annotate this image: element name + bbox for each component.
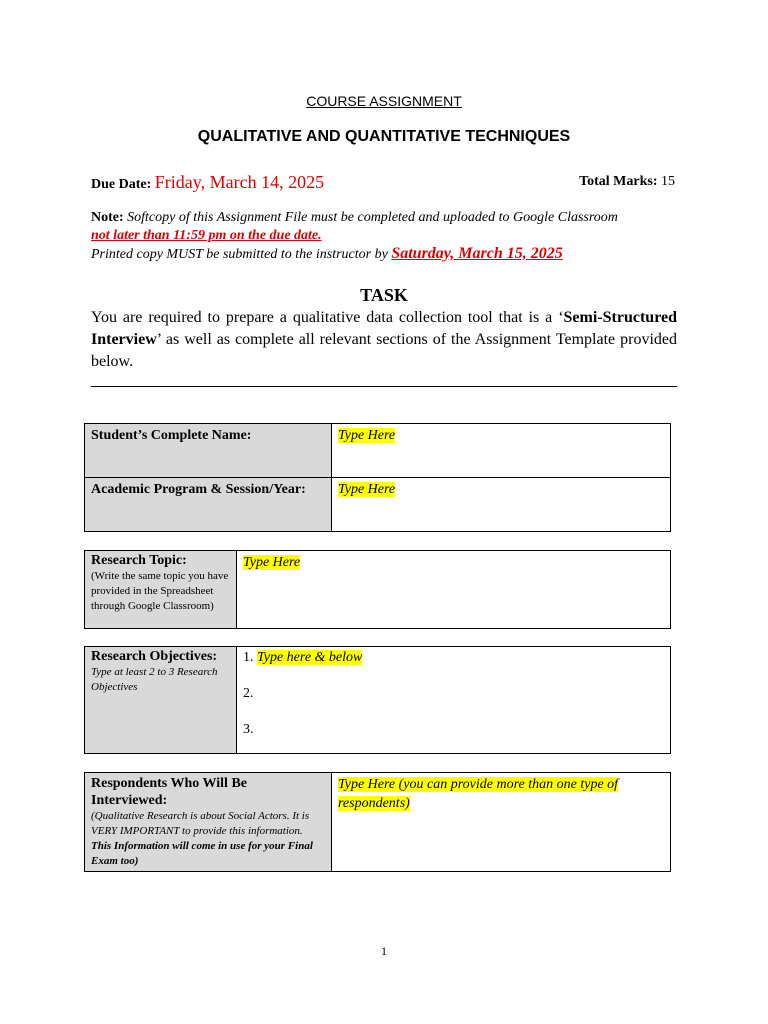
note-line2: Printed copy MUST be submitted to the instructor by [91,247,388,262]
academic-program-placeholder: Type Here [338,482,396,497]
respondents-label: Respondents Who Will Be Interviewed: [91,776,247,808]
task-text-before: You are required to prepare a qualitative data collection tool that is a ‘ [91,309,564,326]
assignment-title: QUALITATIVE AND QUANTITATIVE TECHNIQUES [197,128,571,145]
academic-program-label: Academic Program & Session/Year: [91,482,306,497]
research-topic-placeholder: Type Here [243,555,301,570]
task-description [91,307,677,373]
research-topic-field[interactable] [237,551,671,629]
research-objectives-table [84,646,671,754]
note-label: Note: [91,210,124,225]
objective-3: 3. [243,722,254,737]
student-info-table [84,423,671,532]
research-objectives-hint: Type at least 2 to 3 Research Objectives [91,666,218,693]
academic-program-label-cell [85,478,332,532]
student-name-field[interactable] [332,424,671,478]
student-name-label-cell [85,424,332,478]
task-text-after: ’ as well as complete all relevant sections of the Assignment Template provided below. [91,331,677,370]
page-number: 1 [381,944,387,958]
student-name-label: Student’s Complete Name: [91,428,252,443]
note-deadline: not later than 11:59 pm on the due date [91,228,319,243]
printed-copy-date: Saturday, March 15, 2025 [391,245,563,262]
research-objectives-label: Research Objectives: [91,649,218,664]
task-tool: Semi-Structured Interview [91,309,677,348]
due-date [91,172,324,193]
student-name-placeholder: Type Here [338,428,396,443]
respondents-placeholder: Type Here (you can provide more than one type of respondents) [338,777,619,811]
academic-program-field[interactable] [332,478,671,532]
course-label: COURSE ASSIGNMENT [306,93,462,109]
task-title: TASK [360,285,408,305]
total-marks-label: Total Marks: [579,174,658,189]
objective-1-placeholder: Type here & below [257,650,363,665]
research-topic-label: Research Topic: [91,553,187,568]
respondents-label-cell [85,773,332,872]
due-date-value: Friday, March 14, 2025 [154,172,325,192]
research-objectives-field[interactable] [237,647,671,754]
respondents-field[interactable] [332,773,671,872]
objective-1: 1. Type here & below [243,650,363,665]
research-topic-hint: (Write the same topic you have provided in the Spreadsheet through Google Classroom) [91,570,229,612]
research-topic-label-cell [85,551,237,629]
divider-line [91,386,677,387]
respondents-hint: (Qualitative Research is about Social Actors. It is VERY IMPORTANT to provide this information. This Information will come in use for your Final Exam too) [91,810,313,867]
due-date-label: Due Date: [91,177,152,192]
objective-2: 2. [243,686,254,701]
total-marks-value: 15 [661,174,675,189]
research-topic-table [84,550,671,629]
note-line1: Softcopy of this Assignment File must be completed and uploaded to Google Classroom [127,210,618,225]
respondents-table [84,772,671,872]
total-marks [579,174,675,190]
respondents-hint-bold: This Information will come in use for your Final Exam too) [91,840,313,867]
research-objectives-label-cell [85,647,237,754]
note-block: Note: Softcopy of this Assignment File must be completed and uploaded to Google Classroom not later than 11:59 pm on the due date. Printed copy MUST be submitted to the instructor by Saturday, March 15, 2025 [91,210,618,262]
